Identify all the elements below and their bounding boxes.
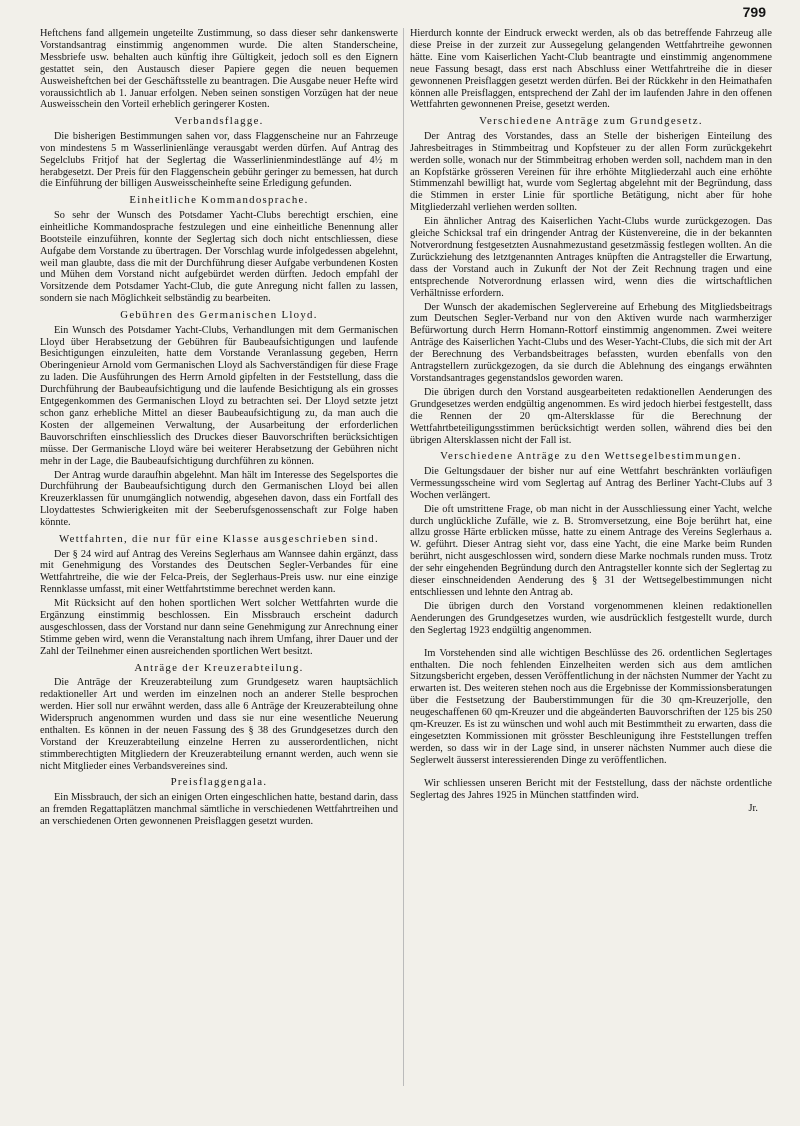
section-heading: Preisflaggengala. [170,776,268,789]
section-heading: Wettfahrten, die nur für eine Klasse ausgeschrieben sind. [59,533,379,546]
section-heading: Verschiedene Anträge zu den Wettsegelbestimmungen. [440,450,742,463]
paragraph: Heftchens fand allgemein ungeteilte Zustimmung, so dass dieser sehr dankenswerte Vorstandsantrag einstimmig angenommen wurde. Die alten Standerscheine, Messbriefe usw. behalten auch künftig ihre Gültigkeit, jedoch soll es den Eignern gestattet sein, den Austausch dieser Papiere gegen die neuen bequemen Ausweisheftchen bei der Geschäftsstelle zu beantragen. Die Ausgabe neuer Hefte wird voraussichtlich ab 1. Januar erfolgen. Neben seinen sonstigen Vorzügen hat der neue Ausweisschein den Vorteil erheblich geringerer Kosten. [40,28,398,111]
paragraph: Ein Wunsch des Potsdamer Yacht-Clubs, Verhandlungen mit dem Germanischen Lloyd über Herabsetzung der Gebühren für Baubeaufsichtigungen und laufende Besichtigungen einzuleiten, hatte dem Vorstande Veranlassung gegeben, Herrn Oberingenieur Arnold vom Germanischen Lloyd als Sachverständigen für diese Frage zu laden. Die Ausführungen des Herrn Arnold gipfelten in der Feststellung, dass die Durchführung der Baubeaufsichtigung und die laufende Besichtigung als ein grosses Entgegenkommen des Germanischen Lloyd zu betrachten sei. Der Lloyd setzte jetzt schon ganz erhebliche Mittel an dieser Baubeaufsichtigung zu, da man auch die Kosten der allgemeinen Verwaltung, der Ausarbeitung der erforderlichen Bauvorschriften einschliesslich des Druckes dieser Bauvorschriften berücksichtigen müsse. Der Germanische Lloyd wäre bei weiterer Herabsetzung der Gebühren nicht mehr in der Lage, die Baubeaufsichtigung durchführen zu können. [40,324,398,467]
paragraph: Die übrigen durch den Vorstand vorgenommenen kleinen redaktionellen Aenderungen des Grundgesetzes wurden, wie ausdrücklich festgestellt wurde, durch den Seglertag 1923 endgültig angenommen. [410,600,772,636]
paragraph: Der Antrag des Vorstandes, dass an Stelle der bisherigen Einteilung des Jahresbeitrages in Stimmbeitrag und Kopfsteuer zu der allen Form zurückgekehrt werden solle, wonach nur der Stimmbeitrag erhoben werden soll, nachdem man in den an Kopfstärke grösseren Vereinen für ihre erhöhte Mitgliederzahl auch eine erhöhte Stimmenzahl bewilligt hat, wurde vom Seglertag abgelehnt mit der Begründung, dass die Stimmen in erster Linie für sportliche Betätigung, nicht aber für hohe Mitgliederzahl verliehen werden sollten. [410,130,772,214]
paragraph: Ein Missbrauch, der sich an einigen Orten eingeschlichen hatte, bestand darin, dass an fremden Regattaplätzen manchmal sämtliche in verschiedenen Wettfahrtreihen und an verschiedenen Orten gewonnenen Preisflaggen gesetzt wurden. [40,791,398,827]
paragraph: Die Anträge der Kreuzerabteilung zum Grundgesetz waren hauptsächlich redaktioneller Art und werden im einzelnen noch an anderer Stelle besprochen werden. Hier soll nur erwähnt werden, dass alle 6 Anträge der Kreuzerabteilung ohne Widerspruch angenommen wurden und dass sie nur eine wesentliche Neuerung enthalten. Es können in der neuen Fassung des § 38 des Grundgesetzes durch den Vorstand der Kreuzerabteilung einzelne Herren zu ausserordentlichen, nicht stimmberechtigten Mitgliedern der Kreuzerabteilung ernannt werden, auch wenn sie nicht Mitglieder eines Verbandsvereines sind. [40,677,398,772]
paragraph: Der Antrag wurde daraufhin abgelehnt. Man hält im Interesse des Segelsportes die Durchführung der Baubeaufsichtigung durch den Germanischen Lloyd bei allen Kreuzerklassen für unumgänglich notwendig, abgesehen davon, dass ein Fortfall des Lloydattestes Schwierigkeiten mit der Seeberufsgenossenschaft zur Folge haben könnte. [40,469,398,529]
page-number: 799 [742,4,766,20]
paragraph: Hierdurch konnte der Eindruck erweckt werden, als ob das betreffende Fahrzeug alle diese Preise in der zurzeit zur Aussegelung gelangenden Wettfahrtreihe gewonnen hätte. Eine vom Kaiserlichen Yacht-Club beantragte und einstimmig angenommene neue Fassung besagt, dass erst nach Abschluss einer Wettfahrtreihe die in dieser gewonnenen Preisflaggen gesetzt werden dürfen. Bei der Rückkehr in den Heimathafen können alle Preisflaggen, entsprechend der Zahl der im laufenden Jahre in den offenen Wettfahrten gewonnenen Preise, gesetzt werden. [410,28,772,111]
section-heading: Gebühren des Germanischen Lloyd. [120,309,318,322]
section-heading: Verschiedene Anträge zum Grundgesetz. [479,115,703,128]
paragraph: Im Vorstehenden sind alle wichtigen Beschlüsse des 26. ordentlichen Seglertages enthalten. Die noch fehlenden Einzelheiten werden sich aus dem amtlichen Sitzungsbericht ergeben, dessen Veröffentlichung in der nächsten Nummer der Yacht zu erwarten ist. Des weiteren stehen noch aus die Ergebnisse der Kommissionsberatungen über die Festsetzung der Bauberstimmungen für die 30 qm-Kreuzerjolle, den neugeschaffenen 60 qm-Kreuzer und die abgeänderten Bauvorschriften der 125 bis 250 qm-Kreuzer. Es ist zu wünschen und wohl auch mit Bestimmtheit zu erwarten, dass die eingesetzten Kommissionen mit grösster Beschleunigung ihre Feststellungen treffen werden, so dass wir in der Lage sind, in unserer nächsten Nummer auch diese die Seglerwelt äusserst interessierenden Dinge zu veröffentlichen. [410,647,772,766]
paragraph: So sehr der Wunsch des Potsdamer Yacht-Clubs berechtigt erschien, eine einheitliche Kommandosprache festzulegen und eine einheitliche Benennung aller Bootsteile einzuführen, konnte der Seglertag sich doch nicht entschliessen, diese Aufgabe dem Vorstande zu übertragen. Der Vorschlag wurde infolgedessen abgelehnt, weil man glaubte, dass die mit der Durchführung dieser Aufgabe verbundenen Kosten und Mühen dem Vorstand nicht aufgebürdet werden dürften. Jedoch empfahl der Vorsitzende dem Potsdamer Yacht-Club, die gute Anregung nicht fallen zu lassen, sondern sie nach Möglichkeit selbständig zu bearbeiten. [40,209,398,305]
column-divider [403,28,404,1086]
section-heading: Anträge der Kreuzerabteilung. [134,661,304,674]
left-column [40,28,398,830]
signature: Jr. [748,803,758,815]
right-column [410,28,772,817]
paragraph: Der § 24 wird auf Antrag des Vereins Seglerhaus am Wannsee dahin ergänzt, dass mit Genehmigung des Vorstandes des Deutschen Segler-Verbandes für eine Wettfahrtreihe, die wie der Felca-Preis, der Seglerhaus-Preis usw. nur eine einzige Rennklasse umfasst, mit einer Wettfahrtstimme berechnet werden kann. [40,548,398,596]
section-gap [410,639,772,648]
section-heading: Verbandsflagge. [174,115,264,128]
paragraph: Die oft umstrittene Frage, ob man nicht in der Ausschliessung einer Yacht, welche durch unglückliche Zufälle, wie z. B. Stromversetzung, eine Boje berührt hat, eine allzu grosse Härte erblicken müsse, hatte zu einem Antrage des Vereins Seglerhaus a. W. geführt. Dieser Antrag sieht vor, dass eine Yacht, die eine Marke beim Runden berührt, nicht ausgeschlossen wird, sondern diese Marke nochmals runden muss. Trotz der sehr eingehenden Begründung durch den Antragsteller konnte sich der Seglertag zu dieser einschneidenden Aenderung des § 31 der Wettsegelbestimmungen nicht entschliessen und lehnte den Antrag ab. [410,503,772,598]
paragraph: Ein ähnlicher Antrag des Kaiserlichen Yacht-Clubs wurde zurückgezogen. Das gleiche Schicksal traf ein dringender Antrag der Küstenvereine, die in der bekannten Notverordnung festgesetzten Ausnahmezustand gesetzmässig festlegen wollten. An die Zurückziehung des letztgenannten Antrages knüpften die Antragsteller die Erwartung, dass der Vorstand auch in Zukunft der Not der Zeit Rechnung tragen und eine entsprechende Notverordnung erlassen wird, wenn dies die wirtschaftlichen Verhältnisse erfordern. [410,216,772,299]
paragraph: Der Wunsch der akademischen Seglervereine auf Erhebung des Mitgliedsbeitrags zum Deutschen Segler-Verband nur von den Aktiven wurde nach warmherziger Befürwortung durch Herrn Homann-Rottorf einstimmig angenommen. Zwei weitere Anträge des Kaiserlichen Yacht-Clubs und des Weser-Yacht-Clubs, die sich mit der Art der Berechnung des Verbandsbeitrages befassten, wurden ebenfalls von den Antragstellern zurückgezogen, da sie durch die Ablehnung des eingangs erwähnten Vorstandsantrages gegenstandslos geworden waren. [410,301,772,384]
paragraph: Die Geltungsdauer der bisher nur auf eine Wettfahrt beschränkten vorläufigen Vermessungsscheine wird vom Seglertag auf Antrag des Berliner Yacht-Clubs auf 3 Wochen verlängert. [410,465,772,501]
paragraph: Wir schliessen unseren Bericht mit der Feststellung, dass der nächste ordentliche Seglertag des Jahres 1925 in München stattfinden wird. [410,777,772,801]
section-heading: Einheitliche Kommandosprache. [129,194,309,207]
paragraph: Die übrigen durch den Vorstand ausgearbeiteten redaktionellen Aenderungen des Grundgesetzes werden endgültig angenommen. Es wird jedoch hierbei festgestellt, dass die Rennen der 20 qm-Altersklasse für die Berechnung der Wettfahrtbeteiligungsstimmen berücksichtigt werden sollen, während dies bei den übrigen Altersklassen nicht der Fall ist. [410,386,772,446]
section-gap [410,769,772,778]
paragraph: Die bisherigen Bestimmungen sahen vor, dass Flaggenscheine nur an Fahrzeuge von mindestens 5 m Wasserlinienlänge verausgabt werden dürfen. Auf Antrag des Segelclubs Fritjof hat der Seglertag die Wasserlinienmindestlänge auf 4½ m herabgesetzt. Der Preis für den Flaggenschein gebühr geringer zu bemessen, hat durch die Einführung der billigen Ausweisscheinhefte seine Erledigung gefunden. [40,130,398,190]
paragraph: Mit Rücksicht auf den hohen sportlichen Wert solcher Wettfahrten wurde die Ergänzung einstimmig beschlossen. Ein Missbrauch erscheint dadurch ausgeschlossen, dass der Vorstand nur dann seine Genehmigung zur Anrechnung einer Stimme geben wird, wenn die Veranstaltung nach ihrem Umfang, ihrer Dauer und der Zahl der Teilnehmer einen ausreichenden sportlichen Wert besitzt. [40,598,398,657]
